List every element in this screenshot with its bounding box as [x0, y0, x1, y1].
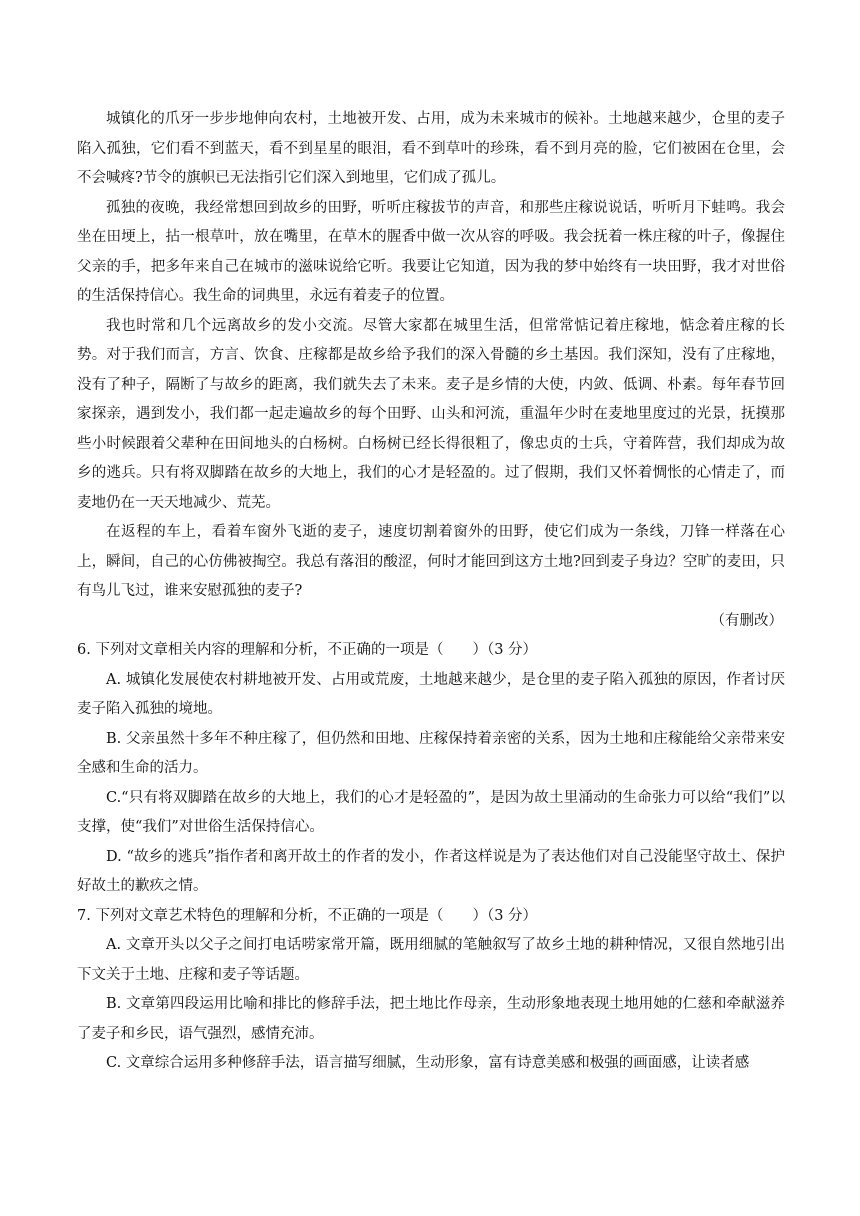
source-note: （有删改）	[710, 612, 783, 629]
option-a: A. 文章开头以父子之间打电话唠家常开篇，既用细腻的笔触叙写了故乡土地的耕种情况，又很自然地引出下文关于土地、庄稼和麦子等话题。	[77, 937, 785, 983]
article-body	[77, 105, 785, 1079]
option-d: D. “故乡的逃兵”指作者和离开故土的作者的发小，作者这样说是为了表达他们对自己没能坚守故土、保护好故土的歉疚之情。	[77, 848, 785, 894]
question-stem: 6. 下列对文章相关内容的理解和分析，不正确的一项是（ ）（3 分）	[77, 642, 538, 658]
option-c: C.“只有将双脚踏在故乡的大地上，我们的心才是轻盈的”，是因为故土里涌动的生命张力可以给“我们”以支撑，使“我们”对世俗生活保持信心。	[77, 789, 785, 835]
option-b: B. 父亲虽然十多年不种庄稼了，但仍然和田地、庄稼保持着亲密的关系，因为土地和庄稼能给父亲带来安全感和生命的活力。	[77, 730, 785, 776]
question-6	[77, 636, 785, 902]
option-b: B. 文章第四段运用比喻和排比的修辞手法，把土地比作母亲，生动形象地表现土地用她的仁慈和牵献滋养了麦子和乡民，语气强烈，感情充沛。	[77, 996, 785, 1042]
question-7	[77, 902, 785, 1079]
question-stem: 7. 下列对文章艺术特色的理解和分析，不正确的一项是（ ）（3 分）	[77, 907, 538, 924]
article-paragraph-1: 城镇化的爪牙一步步地伸向农村，土地被开发、占用，成为未来城市的候补。土地越来越少，仓里的麦子陷入孤独，它们看不到蓝天，看不到星星的眼泪，看不到草叶的珍珠，看不到月亮的脸，它们被困在仓里，会不会喊疼?节令的旗帜已无法指引它们深入到地里，它们成了孤儿。	[77, 111, 785, 186]
article-paragraph-2: 孤独的夜晚，我经常想回到故乡的田野，听听庄稼拔节的声音，和那些庄稼说说话，听听月下蛙鸣。我会坐在田埂上，拈一根草叶，放在嘴里，在草木的腥香中做一次从容的呼吸。我会抚着一株庄稼的叶子，像握住父亲的手，把多年来自己在城市的滋味说给它听。我要让它知道，因为我的梦中始终有一块田野，我才对世俗的生活保持信心。我生命的词典里，永远有着麦子的位置。	[77, 199, 785, 304]
option-a: A. 城镇化发展使农村耕地被开发、占用或荒废，土地越来越少，是仓里的麦子陷入孤独的原因，作者讨厌麦子陷入孤独的境地。	[77, 671, 785, 717]
option-c: C. 文章综合运用多种修辞手法，语言描写细腻，生动形象，富有诗意美感和极强的画面感，让读者感	[106, 1055, 750, 1071]
article-paragraph-4: 在返程的车上，看着车窗外飞逝的麦子，速度切割着窗外的田野，使它们成为一条线，刀锋一样落在心上，瞬间，自己的心仿佛被掏空。我总有落泪的酸涩，何时才能回到这方土地?回到麦子身边？空旷的麦田，只有鸟儿飞过，谁来安慰孤独的麦子?	[77, 524, 785, 599]
article-paragraph-3: 我也时常和几个远离故乡的发小交流。尽管大家都在城里生活，但常常惦记着庄稼地，惦念着庄稼的长势。对于我们而言，方言、饮食、庄稼都是故乡给予我们的深入骨髓的乡土基因。我们深知，没有了庄稼地，没有了种子，隔断了与故乡的距离，我们就失去了未来。麦子是乡情的大使，内敛、低调、朴素。每年春节回家探亲，遇到发小，我们都一起走遍故乡的每个田野、山头和河流，重温年少时在麦地里度过的光景，抚摸那些小时候跟着父辈种在田间地头的白杨树。白杨树已经长得很粗了，像忠贞的士兵，守着阵营，我们却成为故乡的逃兵。只有将双脚踏在故乡的大地上，我们的心才是轻盈的。过了假期，我们又怀着惆怅的心情走了，而麦地仍在一天天地减少、荒芜。	[77, 317, 785, 511]
